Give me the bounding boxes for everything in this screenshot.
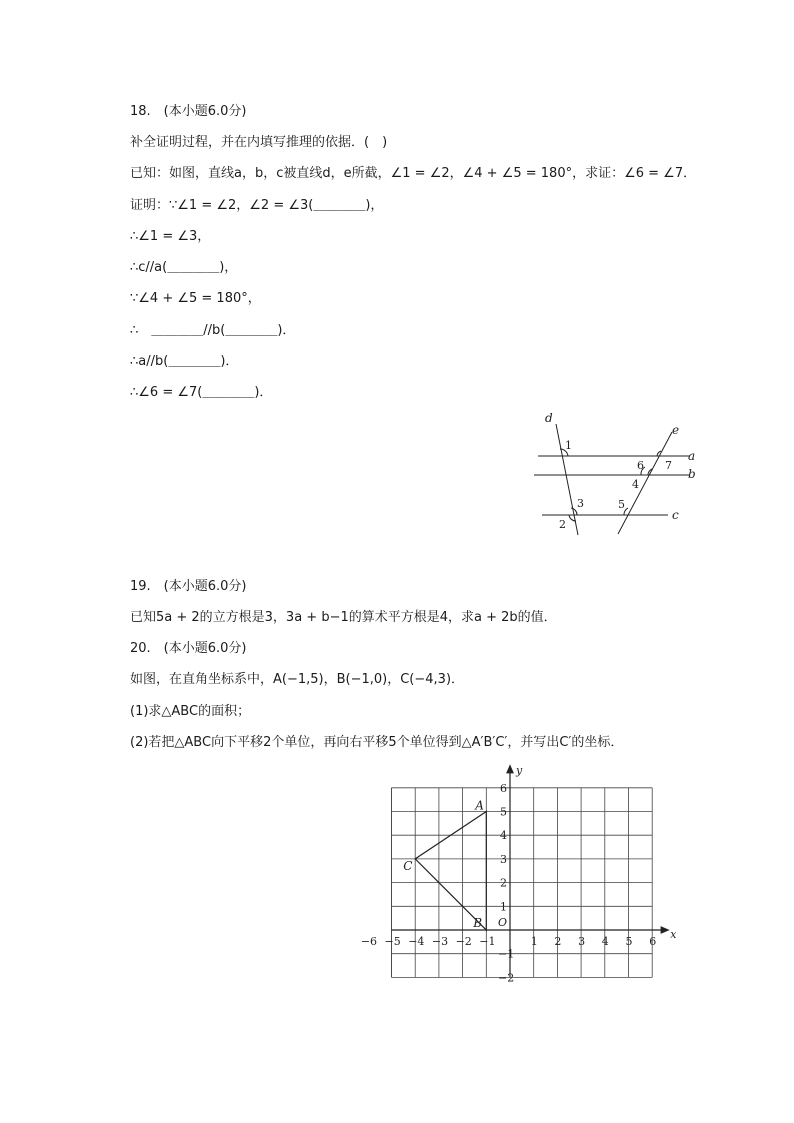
- x-tick-label: 1: [530, 935, 538, 948]
- label-b: b: [688, 467, 696, 481]
- x-tick-label: 2: [554, 935, 562, 948]
- y-axis-arrow: [507, 766, 513, 773]
- angle-label-6: 6: [637, 459, 644, 472]
- angle-label-7: 7: [665, 459, 672, 472]
- y-tick-label: 3: [500, 852, 507, 866]
- q20-text: 如图，在直角坐标系中，A(−1,5)，B(−1,0)，C(−4,3)．: [130, 672, 465, 687]
- y-tick-label: 6: [500, 781, 507, 795]
- label-a: a: [688, 449, 696, 463]
- x-axis-arrow: [661, 927, 668, 933]
- q18-given: 已知：如图，直线a，b，c被直线d，e所截，∠1 = ∠2，∠4 + ∠5 = 180°，求证：∠6 = ∠7．: [130, 166, 697, 181]
- x-tick-label: −4: [408, 935, 425, 948]
- q19-header: 19. (本小题6.0分): [130, 579, 247, 594]
- q18-step-1: 证明：∵∠1 = ∠2，∠2 = ∠3(＿＿＿＿)，: [130, 198, 384, 213]
- y-tick-label: −1: [498, 947, 515, 961]
- q18-step-2: ∴∠1 = ∠3，: [130, 229, 211, 244]
- angle-label-1: 1: [565, 439, 572, 452]
- q18-step-5: ∴ ＿＿＿＿//b(＿＿＿＿)．: [130, 323, 296, 338]
- q18-step-7: ∴∠6 = ∠7(＿＿＿＿)．: [130, 385, 273, 400]
- q19-text: 已知5a + 2的立方根是3，3a + b−1的算术平方根是4，求a + 2b的值．: [130, 610, 557, 625]
- x-tick-label: 4: [601, 935, 609, 948]
- angle-label-4: 4: [632, 478, 639, 491]
- y-tick-label: 1: [500, 900, 507, 914]
- label-e: e: [672, 423, 680, 437]
- y-tick-label: 5: [500, 805, 507, 819]
- q18-step-4: ∵∠4 + ∠5 = 180°，: [130, 291, 261, 306]
- q18-instruction: 补全证明过程，并在内填写推理的依据．( ): [130, 135, 388, 150]
- x-axis-label: x: [670, 928, 677, 941]
- x-tick-label: −5: [384, 935, 401, 948]
- q20-part1: (1)求△ABC的面积；: [130, 704, 251, 719]
- x-tick-label: −2: [455, 935, 472, 948]
- coordinate-grid: [360, 755, 700, 990]
- q20-part2: (2)若把△ABC向下平移2个单位，再向右平移5个单位得到△A′B′C′，并写出C′的坐标．: [130, 735, 624, 750]
- x-tick-label: 3: [578, 935, 586, 948]
- angle-label-5: 5: [618, 498, 625, 511]
- x-tick-label: −6: [360, 935, 378, 948]
- y-tick-label: 2: [500, 876, 507, 890]
- q18-step-6: ∴a//b(＿＿＿＿)．: [130, 354, 239, 369]
- label-d: d: [545, 411, 553, 425]
- vertex-label-a: A: [475, 798, 484, 813]
- triangle-abc: [415, 812, 486, 931]
- x-tick-label: 5: [625, 935, 633, 948]
- x-tick-label: −1: [479, 935, 496, 948]
- x-tick-label: −3: [431, 935, 449, 948]
- vertex-label-b: B: [473, 916, 483, 930]
- q18-step-3: ∴c//a(＿＿＿＿)，: [130, 260, 238, 275]
- angle-label-3: 3: [577, 497, 584, 510]
- label-c: c: [672, 508, 679, 522]
- q18-header: 18. (本小题6.0分): [130, 104, 247, 119]
- angle-label-2: 2: [559, 518, 566, 531]
- x-tick-label: 6: [649, 935, 657, 948]
- q20-header: 20. (本小题6.0分): [130, 641, 247, 656]
- parallel-lines-figure: [520, 400, 720, 545]
- y-tick-label: 4: [500, 829, 507, 843]
- origin-label: O: [498, 916, 508, 929]
- y-tick-label: −2: [498, 971, 515, 985]
- vertex-label-c: C: [403, 858, 413, 873]
- y-axis-label: y: [516, 763, 523, 777]
- line-e: [618, 432, 672, 534]
